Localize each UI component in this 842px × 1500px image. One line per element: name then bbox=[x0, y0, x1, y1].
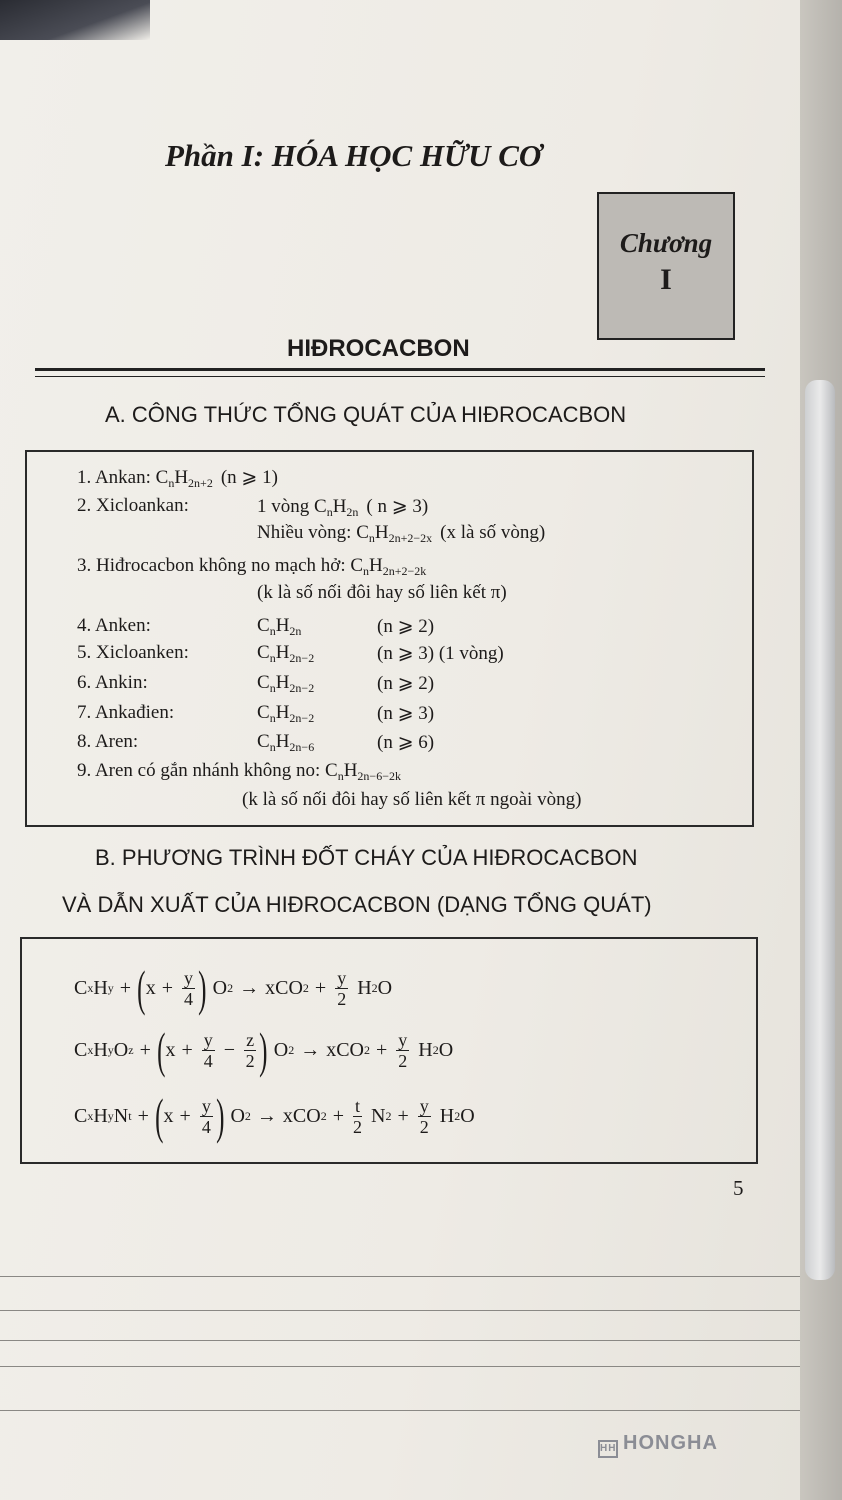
formula-sub: 2n−6 bbox=[289, 740, 315, 754]
formula-sub: 2n bbox=[289, 624, 302, 638]
formula-item bbox=[257, 582, 507, 604]
formula-item bbox=[77, 615, 435, 638]
formula-n: n bbox=[269, 681, 276, 695]
part-title: Phần I: HÓA HỌC HỮU CƠ bbox=[165, 138, 542, 173]
formula-sub: 2n−2 bbox=[289, 711, 315, 725]
ruled-line bbox=[0, 1366, 800, 1367]
formula-cond: (n ⩾ 3) (1 vòng) bbox=[377, 643, 504, 664]
formula-pre: C bbox=[257, 731, 270, 752]
formula-n: n bbox=[368, 531, 375, 545]
formula-sub: 2n−6−2k bbox=[357, 769, 401, 783]
formula-sub: 2n+2−2k bbox=[382, 564, 427, 578]
formula-note: (k là số nối đôi hay số liên kết π) bbox=[257, 582, 507, 603]
ruled-line bbox=[0, 1410, 800, 1411]
section-b-heading-1: B. PHƯƠNG TRÌNH ĐỐT CHÁY CỦA HIĐROCACBON bbox=[95, 845, 638, 870]
formula-label: 7. Ankađien: bbox=[77, 702, 175, 723]
chapter-word: Chương bbox=[619, 228, 713, 258]
formula-n: n bbox=[363, 564, 370, 578]
formula-label: 1. Ankan: C bbox=[77, 467, 169, 488]
publisher-logo bbox=[598, 1432, 718, 1458]
formula-h: H bbox=[275, 615, 290, 636]
ruled-line bbox=[0, 1310, 800, 1311]
formula-n: n bbox=[337, 769, 344, 783]
formula-h: H bbox=[343, 760, 358, 781]
formula-box bbox=[25, 450, 754, 827]
formula-pre: Nhiều vòng: C bbox=[257, 522, 369, 543]
formula-sub: 2n+2 bbox=[188, 476, 213, 490]
formula-n: n bbox=[269, 651, 276, 665]
formula-h: H bbox=[275, 702, 290, 723]
formula-cond: ( n ⩾ 3) bbox=[366, 496, 429, 517]
formula-item bbox=[77, 760, 401, 782]
formula-cond: (n ⩾ 2) bbox=[377, 673, 435, 694]
formula-label: 4. Anken: bbox=[77, 615, 151, 636]
formula-item bbox=[77, 555, 426, 577]
section-b-heading-2: VÀ DẪN XUẤT CỦA HIĐROCACBON (DẠNG TỔNG QUÁT) bbox=[62, 892, 652, 917]
formula-pre: C bbox=[257, 615, 270, 636]
formula-sub: 2n+2−2x bbox=[388, 531, 433, 545]
formula-item bbox=[77, 495, 429, 519]
equation-3: C x H y N t + ( x + y 4 ) O 2 → xCO 2 + t 2 N 2 + y 2 H 2 O bbox=[74, 1088, 475, 1144]
formula-sub: 2n−2 bbox=[289, 681, 315, 695]
equation-2: C x H y O z + ( x + y 4 − z 2 ) O 2 → xCO 2 + y 2 H 2 O bbox=[74, 1022, 454, 1078]
formula-h: H bbox=[275, 642, 290, 663]
background-shadow bbox=[0, 0, 150, 40]
double-rule bbox=[35, 368, 765, 377]
formula-h: H bbox=[275, 731, 290, 752]
chapter-heading: HIĐROCACBON bbox=[287, 335, 470, 362]
formula-n: n bbox=[269, 711, 276, 725]
formula-item bbox=[77, 731, 435, 754]
formula-label: 3. Hiđrocacbon không no mạch hở: C bbox=[77, 555, 364, 576]
formula-label: 6. Ankin: bbox=[77, 672, 148, 693]
formula-h: H bbox=[275, 672, 290, 693]
formula-h: H bbox=[332, 496, 347, 517]
pen bbox=[805, 380, 835, 1280]
formula-pre: C bbox=[257, 642, 270, 663]
equation-1: C x H y + ( x + y 4 ) O 2 → xCO 2 + y 2 H 2 O bbox=[74, 960, 393, 1016]
formula-note: (k là số nối đôi hay số liên kết π ngoài vòng) bbox=[242, 789, 582, 810]
formula-cond: (n ⩾ 3) bbox=[377, 703, 435, 724]
formula-cond: (n ⩾ 1) bbox=[220, 467, 278, 488]
formula-h: H bbox=[369, 555, 383, 576]
formula-sub: 2n−2 bbox=[289, 651, 315, 665]
section-a-heading: A. CÔNG THỨC TỔNG QUÁT CỦA HIĐROCACBON bbox=[105, 402, 627, 427]
formula-cond: (x là số vòng) bbox=[440, 522, 546, 543]
equation-box bbox=[20, 937, 758, 1164]
formula-h: H bbox=[174, 467, 189, 488]
formula-item bbox=[77, 642, 504, 665]
ruled-line bbox=[0, 1340, 800, 1341]
ruled-line bbox=[0, 1276, 800, 1277]
page-number: 5 bbox=[733, 1176, 744, 1200]
formula-n: n bbox=[269, 740, 276, 754]
formula-item bbox=[242, 789, 581, 811]
formula-label: 5. Xicloanken: bbox=[77, 642, 189, 663]
logo-icon: HH bbox=[598, 1440, 618, 1458]
formula-label: 2. Xicloankan: bbox=[77, 495, 189, 516]
formula-item bbox=[77, 466, 278, 489]
chapter-box bbox=[597, 192, 735, 340]
formula-n: n bbox=[269, 624, 276, 638]
formula-item bbox=[77, 672, 435, 695]
chapter-number: I bbox=[660, 263, 672, 296]
formula-item bbox=[77, 702, 435, 725]
formula-n: n bbox=[326, 505, 333, 519]
formula-pre: C bbox=[257, 672, 270, 693]
formula-label: 8. Aren: bbox=[77, 731, 139, 752]
formula-cond: (n ⩾ 6) bbox=[377, 732, 435, 753]
formula-h: H bbox=[374, 522, 389, 543]
formula-sub: 2n bbox=[346, 505, 359, 519]
formula-pre: C bbox=[257, 702, 270, 723]
formula-pre: 1 vòng C bbox=[257, 496, 327, 517]
formula-n: n bbox=[168, 476, 175, 490]
logo-text: HONGHA bbox=[623, 1432, 718, 1454]
formula-cond: (n ⩾ 2) bbox=[377, 616, 435, 637]
formula-label: 9. Aren có gắn nhánh không no: C bbox=[77, 760, 338, 781]
